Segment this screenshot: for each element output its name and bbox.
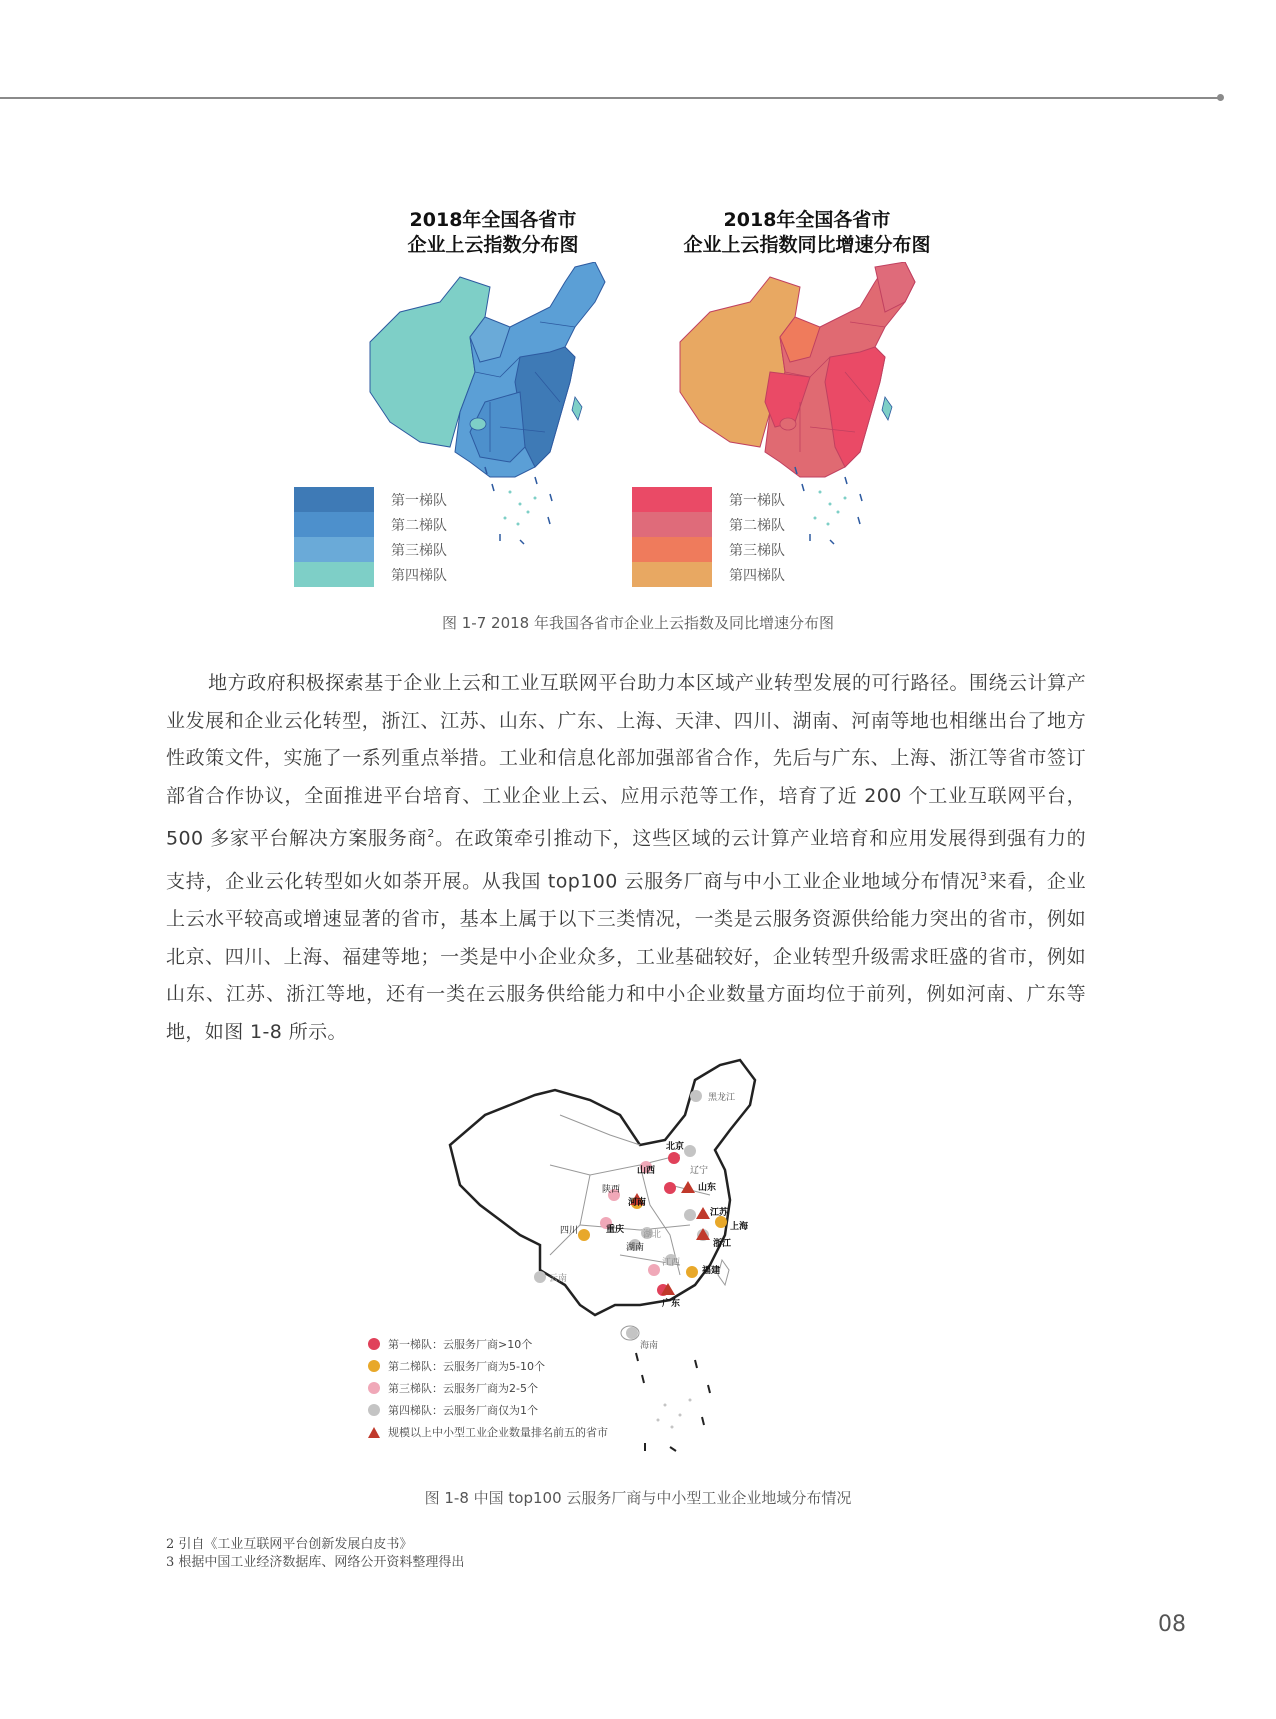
left-legend-row-2: [294, 512, 447, 537]
marker-sichuan: [578, 1229, 590, 1241]
right-legend-row-3: [632, 537, 785, 562]
left-legend-row-3: [294, 537, 447, 562]
label-shanxi: 山西: [637, 1166, 656, 1176]
label-henan: 河南: [628, 1198, 647, 1208]
figure-1-8-caption: 图 1-8 中国 top100 云服务厂商与中小型工业企业地域分布情况: [424, 1489, 852, 1507]
header-rule-dot: [1217, 94, 1224, 101]
label-yunnan: 云南: [549, 1274, 568, 1284]
left-legend-row-4: [294, 562, 447, 587]
right-legend-swatch-3: [632, 537, 712, 562]
right-legend-label-1: 第一梯队: [729, 492, 785, 509]
label-hunan: 湖南: [626, 1243, 645, 1253]
left-legend-label-3: 第三梯队: [391, 542, 447, 559]
left-map-islands: [504, 491, 537, 526]
marker-jiangsu: [684, 1209, 696, 1221]
right-map-nine-dash: [795, 467, 862, 544]
cloud-vendor-legend: [368, 1333, 608, 1443]
cloud-legend-row-4: [368, 1399, 608, 1421]
footnote-ref-3: 3: [979, 870, 988, 884]
label-hubei: 湖北: [643, 1230, 662, 1240]
marker-liaoning: [684, 1145, 696, 1157]
right-legend-row-2: [632, 512, 785, 537]
right-map-title-line1: 2018年全国各省市: [723, 209, 891, 231]
label-heilongjiang: 黑龙江: [708, 1093, 736, 1103]
left-map-title-line2: 企业上云指数分布图: [407, 234, 579, 256]
left-map-hainan: [470, 418, 486, 430]
label-sichuan: 四川: [560, 1226, 579, 1236]
marker-beijing: [668, 1152, 680, 1164]
map3-nine-dash: [636, 1353, 710, 1451]
label-jiangxi: 江西: [662, 1258, 681, 1268]
left-map-title: [313, 208, 673, 258]
label-jiangsu: 江苏: [710, 1208, 729, 1218]
body-paragraph-part2: 。在政策牵引推动下，这些区域的云计算产业培育和应用发展得到强有力的支持，企业云化转型如火如荼开展。从我国 top100 云服务厂商与中小工业企业地域分布情况: [166, 827, 1086, 893]
figure-1-7-caption: 图 1-7 2018 年我国各省市企业上云指数及同比增速分布图: [442, 614, 834, 632]
right-legend-label-2: 第二梯队: [729, 517, 785, 534]
footnote-3: 3 根据中国工业经济数据库、网络公开资料整理得出: [166, 1555, 465, 1570]
left-legend-row-1: [294, 487, 447, 512]
right-legend-swatch-1: [632, 487, 712, 512]
marker-yunnan: [534, 1271, 546, 1283]
body-paragraph-part1: 地方政府积极探索基于企业上云和工业互联网平台助力本区域产业转型发展的可行路径。围绕云计算产业发展和企业云化转型，浙江、江苏、山东、广东、上海、天津、四川、湖南、河南等地也相继出台了地方性政策文件，实施了一系列重点举措。工业和信息化部加强部省合作，先后与广东、上海、浙江等省市签订部省合作协议，全面推进平台培育、工业企业上云、应用示范等工作，培育了近 200 个工业互联网平台，500 多家平台解决方案服务商: [166, 672, 1086, 850]
left-map-legend: [294, 487, 447, 587]
cloud-legend-marker-2: [368, 1360, 380, 1372]
right-legend-swatch-2: [632, 512, 712, 537]
left-legend-label-2: 第二梯队: [391, 517, 447, 534]
cloud-legend-triangle: [368, 1427, 380, 1438]
right-legend-label-3: 第三梯队: [729, 542, 785, 559]
label-hainan: 海南: [640, 1341, 659, 1351]
cloud-legend-marker-1: [368, 1338, 380, 1350]
right-legend-row-1: [632, 487, 785, 512]
left-map-title-line1: 2018年全国各省市: [409, 209, 577, 231]
left-map-taiwan: [572, 397, 582, 420]
right-map-title: [627, 208, 987, 258]
right-map-legend: [632, 487, 785, 587]
cloud-legend-label-1: 第一梯队：云服务厂商>10个: [388, 1338, 533, 1351]
label-beijing: 北京: [666, 1142, 685, 1152]
cloud-legend-label-4: 第四梯队：云服务厂商仅为1个: [388, 1404, 538, 1417]
right-map-hainan: [780, 418, 796, 430]
page-number: 08: [1158, 1612, 1186, 1637]
footnote-ref-2: 2: [427, 827, 435, 841]
left-legend-label-4: 第四梯队: [391, 567, 447, 584]
body-paragraph-part3: 来看，企业上云水平较高或增速显著的省市，基本上属于以下三类情况，一类是云服务资源供给能力突出的省市，例如北京、四川、上海、福建等地；一类是中小企业众多，工业基础较好，企业转型升级需求旺盛的省市，例如山东、江苏、浙江等地，还有一类在云服务供给能力和中小企业数量方面均位于前列，例如河南、广东等地，如图 1-8 所示。: [166, 870, 1086, 1043]
left-legend-label-1: 第一梯队: [391, 492, 447, 509]
marker-heilongjiang: [690, 1090, 702, 1102]
left-legend-swatch-2: [294, 512, 374, 537]
cloud-legend-marker-4: [368, 1404, 380, 1416]
marker-guangxi: [648, 1264, 660, 1276]
marker-fujian: [686, 1266, 698, 1278]
cloud-legend-label-3: 第三梯队：云服务厂商为2-5个: [388, 1382, 538, 1395]
footnote-2: 2 引自《工业互联网平台创新发展白皮书》: [166, 1537, 413, 1552]
cloud-legend-row-3: [368, 1377, 608, 1399]
body-paragraph: [166, 665, 1086, 1052]
label-chongqing: 重庆: [606, 1225, 625, 1235]
cloud-legend-row-1: [368, 1333, 608, 1355]
cloud-legend-label-5: 规模以上中小型工业企业数量排名前五的省市: [388, 1426, 608, 1439]
label-zhejiang: 浙江: [713, 1239, 732, 1249]
cloud-legend-marker-3: [368, 1382, 380, 1394]
map3-islands: [657, 1399, 692, 1429]
right-legend-label-4: 第四梯队: [729, 567, 785, 584]
label-shaanxi: 陕西: [602, 1185, 621, 1195]
footnotes: [166, 1536, 464, 1572]
cloud-legend-row-2: [368, 1355, 608, 1377]
left-legend-swatch-3: [294, 537, 374, 562]
label-shanghai: 上海: [730, 1222, 749, 1232]
right-legend-row-4: [632, 562, 785, 587]
marker-shandong: [664, 1182, 676, 1194]
right-map-taiwan: [882, 397, 892, 420]
label-guangdong: 广东: [662, 1299, 681, 1309]
cloud-legend-row-5: [368, 1421, 608, 1443]
right-map-title-line2: 企业上云指数同比增速分布图: [683, 234, 931, 256]
left-legend-swatch-1: [294, 487, 374, 512]
cloud-legend-label-2: 第二梯队：云服务厂商为5-10个: [388, 1360, 545, 1373]
marker-hainan: [626, 1327, 638, 1339]
label-fujian: 福建: [702, 1266, 721, 1276]
label-shandong: 山东: [698, 1183, 717, 1193]
left-legend-swatch-4: [294, 562, 374, 587]
left-map-nine-dash: [485, 467, 552, 544]
right-legend-swatch-4: [632, 562, 712, 587]
right-map-islands: [814, 491, 847, 526]
header-rule: [0, 97, 1222, 99]
label-liaoning: 辽宁: [690, 1166, 709, 1176]
